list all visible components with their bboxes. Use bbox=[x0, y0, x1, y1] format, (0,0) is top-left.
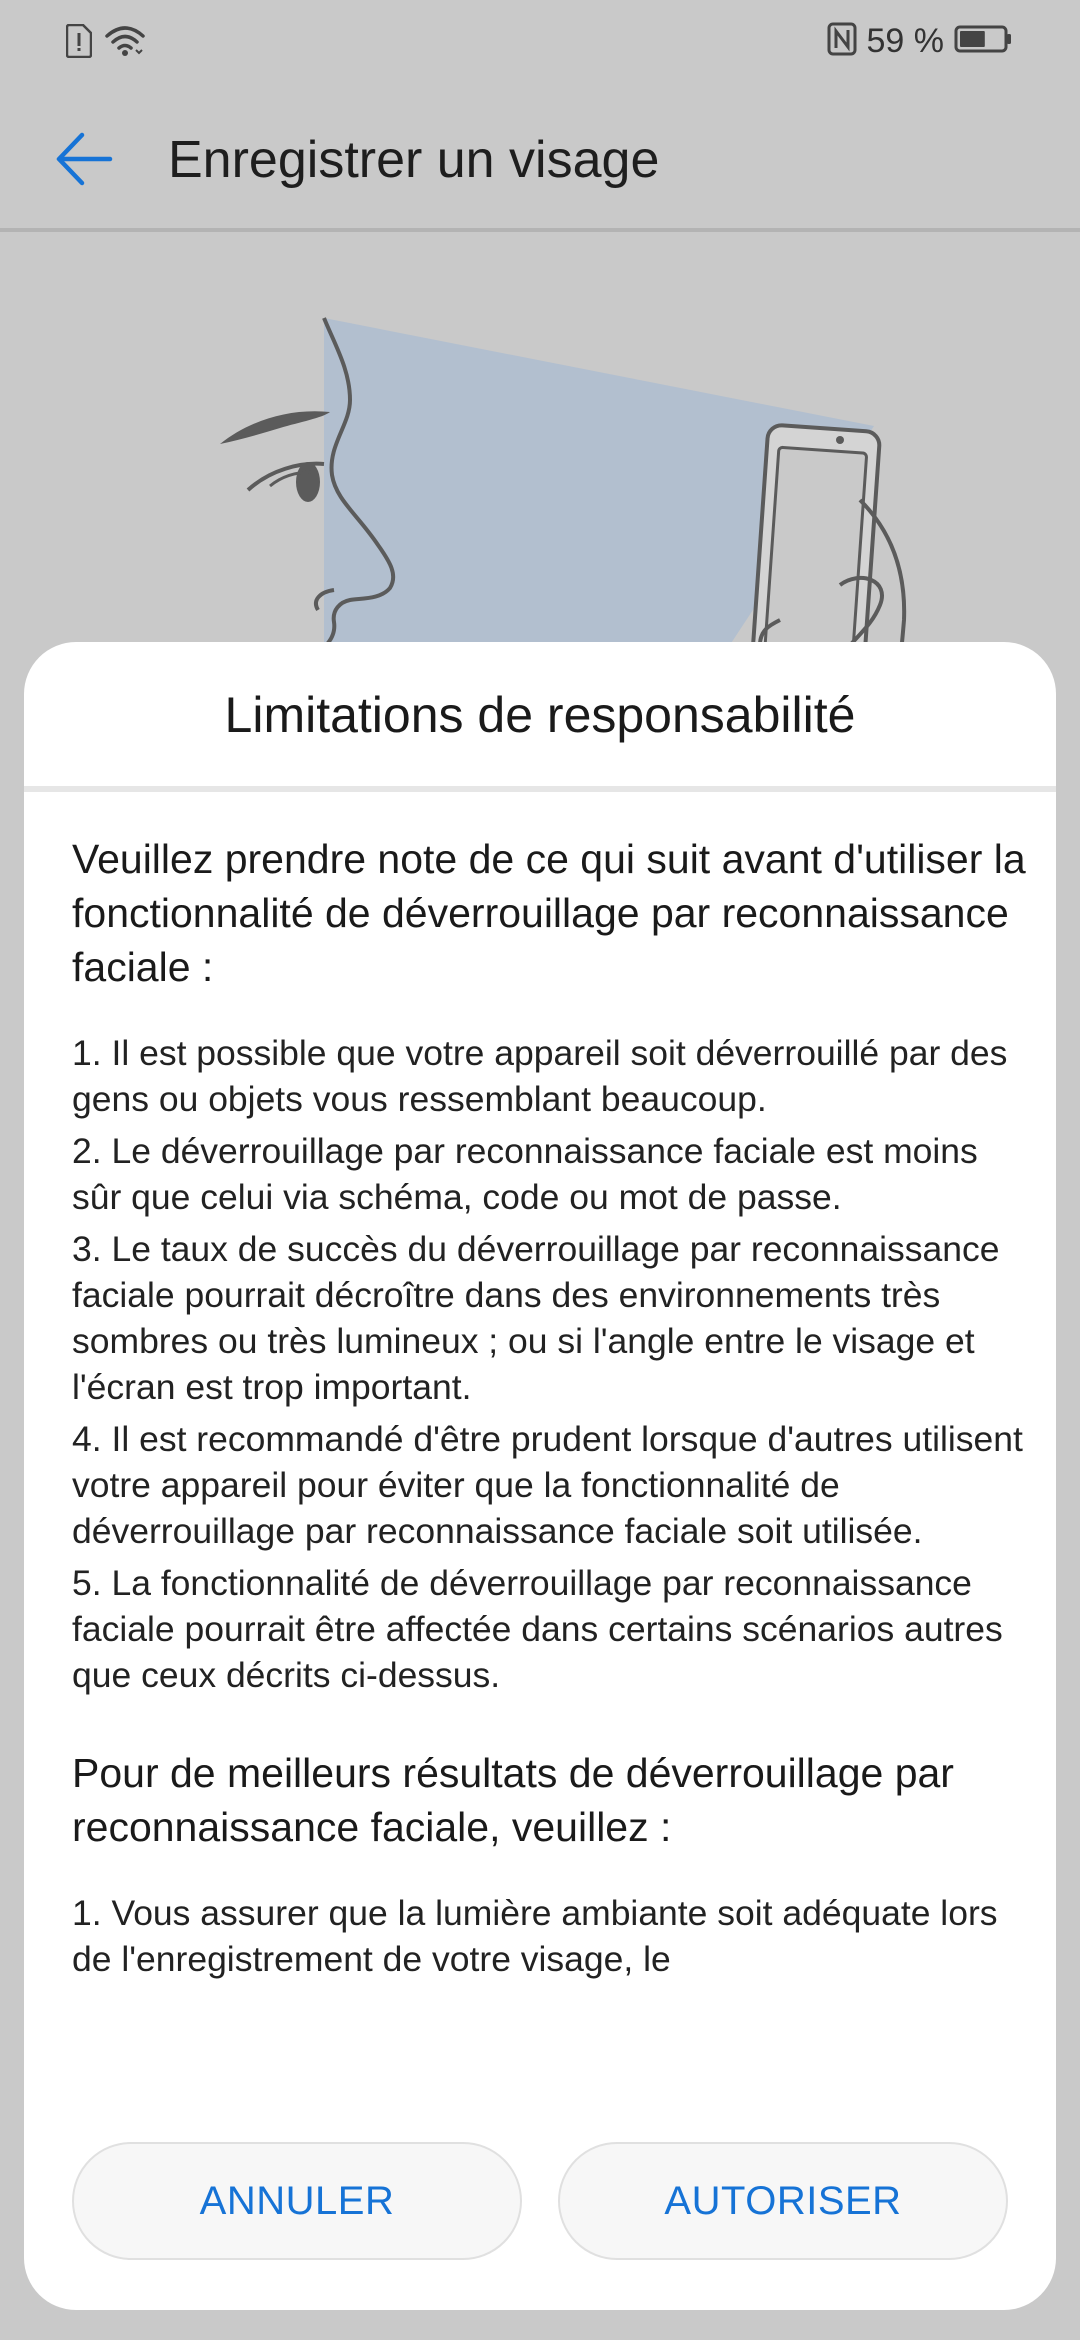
dialog-scroll-content[interactable] bbox=[72, 832, 1032, 2100]
status-left bbox=[66, 24, 146, 63]
dialog-title: Limitations de responsabilité bbox=[224, 687, 856, 743]
battery-percent: 59 % bbox=[866, 22, 944, 60]
section1-item-3: 3. Le taux de succès du déverrouillage par reconnaissance faciale pourrait décroître dans des environnements très sombres ou très lumineux ; ou si l'angle entre le visage et l'écran est trop important. bbox=[72, 1229, 1000, 1407]
app-bar bbox=[0, 90, 1080, 230]
section1-heading: Veuillez prendre note de ce qui suit avant d'utiliser la fonctionnalité de déverrouillage par reconnaissance faciale : bbox=[72, 836, 1026, 990]
face-scan-illustration bbox=[200, 300, 920, 660]
page-title: Enregistrer un visage bbox=[168, 131, 660, 189]
section1-item-2: 2. Le déverrouillage par reconnaissance faciale est moins sûr que celui via schéma, code ou mot de passe. bbox=[72, 1131, 978, 1217]
app-bar-divider bbox=[0, 228, 1080, 232]
section1-item-1: 1. Il est possible que votre appareil soit déverrouillé par des gens ou objets vous ressemblant beaucoup. bbox=[72, 1033, 1008, 1119]
status-bar bbox=[0, 0, 1080, 90]
section2-item-1: 1. Vous assurer que la lumière ambiante soit adéquate lors de l'enregistrement de votre visage, le bbox=[72, 1893, 998, 1979]
cancel-button[interactable]: ANNULER bbox=[72, 2142, 522, 2260]
sim-alert-icon bbox=[66, 24, 92, 63]
section1-item-5: 5. La fonctionnalité de déverrouillage par reconnaissance faciale pourrait être affectée dans certains scénarios autres que ceux décrits ci-dessus. bbox=[72, 1563, 1003, 1695]
battery-icon bbox=[954, 24, 1014, 59]
disclaimer-dialog bbox=[24, 642, 1056, 2310]
section1-item-4: 4. Il est recommandé d'être prudent lorsque d'autres utilisent votre appareil pour éviter que la fonctionnalité de déverrouillage par reconnaissance faciale soit utilisée. bbox=[72, 1419, 1023, 1551]
dialog-divider bbox=[24, 786, 1056, 792]
section2-heading: Pour de meilleurs résultats de déverrouillage par reconnaissance faciale, veuillez : bbox=[72, 1750, 954, 1850]
scroll-fade bbox=[24, 2036, 1056, 2106]
back-button[interactable] bbox=[44, 126, 124, 196]
nfc-icon bbox=[827, 22, 857, 61]
status-right bbox=[827, 22, 1015, 61]
back-arrow-icon bbox=[54, 131, 114, 192]
allow-button[interactable]: AUTORISER bbox=[558, 2142, 1008, 2260]
wifi-icon bbox=[104, 24, 146, 63]
